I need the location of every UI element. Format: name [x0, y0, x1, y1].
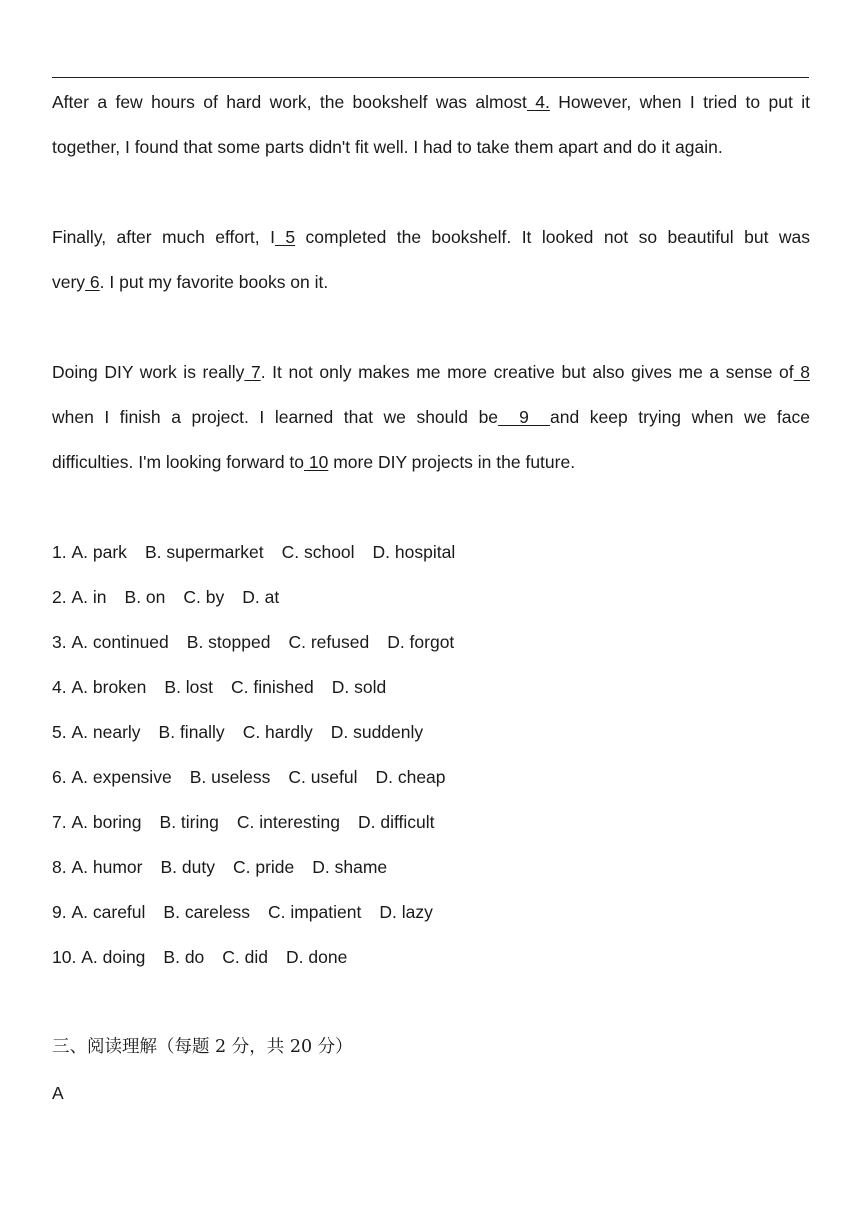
question-4	[52, 677, 810, 697]
question-number: 7.	[52, 812, 67, 832]
blank-4: 4.	[526, 92, 550, 112]
option-c: C. finished	[231, 677, 314, 697]
header-rule	[52, 77, 809, 78]
passage-text: However, when I tried to put it	[549, 92, 810, 112]
passage-line	[52, 452, 810, 472]
question-number: 2.	[52, 587, 67, 607]
option-a: A. in	[71, 587, 107, 607]
question-8	[52, 857, 810, 877]
option-c: C. refused	[288, 632, 370, 652]
question-number: 3.	[52, 632, 67, 652]
blank-7: 7	[244, 362, 261, 382]
blank-6: 6	[85, 272, 100, 292]
option-d: D. suddenly	[330, 722, 424, 742]
option-d: D. done	[286, 947, 348, 967]
option-a: A. continued	[71, 632, 169, 652]
passage-text: . It not only makes me more creative but also gives me a sense of	[260, 362, 794, 382]
question-number: 1.	[52, 542, 67, 562]
option-d: D. forgot	[387, 632, 455, 652]
question-6	[52, 767, 810, 787]
question-3	[52, 632, 810, 652]
passage-text: more DIY projects in the future.	[328, 452, 576, 472]
option-a: A. park	[71, 542, 127, 562]
option-d: D. at	[242, 587, 280, 607]
question-number: 4.	[52, 677, 67, 697]
option-b: B. lost	[164, 677, 214, 697]
question-number: 10.	[52, 947, 77, 967]
option-a: A. broken	[71, 677, 147, 697]
option-c: C. did	[222, 947, 269, 967]
option-d: D. sold	[331, 677, 387, 697]
question-5	[52, 722, 810, 742]
passage-text: and keep trying when we face	[550, 407, 810, 427]
blank-10: 10	[304, 452, 329, 472]
option-a: A. doing	[81, 947, 146, 967]
option-c: C. hardly	[242, 722, 313, 742]
passage-text: . I put my favorite books on it.	[99, 272, 329, 292]
question-number: 8.	[52, 857, 67, 877]
section-subheading: A	[52, 1083, 64, 1103]
option-c: C. school	[281, 542, 355, 562]
blank-8: 8	[793, 362, 810, 382]
question-9	[52, 902, 810, 922]
option-d: D. shame	[312, 857, 388, 877]
passage-text: After a few hours of hard work, the bookshelf was almost	[52, 92, 527, 112]
question-10	[52, 947, 810, 967]
option-b: B. useless	[189, 767, 271, 787]
option-b: B. supermarket	[144, 542, 264, 562]
option-b: B. duty	[160, 857, 215, 877]
question-1	[52, 542, 810, 562]
passage-line	[52, 362, 810, 382]
section-heading: 三、阅读理解（每题 2 分，共 20 分）	[52, 1037, 353, 1057]
option-b: B. finally	[158, 722, 225, 742]
option-b: B. on	[124, 587, 166, 607]
option-c: C. useful	[288, 767, 358, 787]
option-d: D. difficult	[357, 812, 435, 832]
passage-line	[52, 272, 810, 292]
option-d: D. hospital	[372, 542, 456, 562]
option-c: C. by	[183, 587, 225, 607]
passage-text: when I finish a project. I learned that we should be	[52, 407, 499, 427]
passage-line	[52, 407, 810, 427]
question-number: 9.	[52, 902, 67, 922]
passage-text: Finally, after much effort, I	[52, 227, 275, 247]
option-b: B. do	[163, 947, 205, 967]
question-7	[52, 812, 810, 832]
option-a: A. expensive	[71, 767, 172, 787]
passage-line	[52, 227, 810, 247]
question-2	[52, 587, 810, 607]
blank-9: 9	[498, 407, 550, 427]
option-a: A. humor	[71, 857, 143, 877]
option-c: C. interesting	[236, 812, 340, 832]
passage-text: Doing DIY work is really	[52, 362, 245, 382]
option-a: A. boring	[71, 812, 142, 832]
question-number: 5.	[52, 722, 67, 742]
passage-text: very	[52, 272, 86, 292]
question-number: 6.	[52, 767, 67, 787]
option-b: B. careless	[163, 902, 250, 922]
option-c: C. impatient	[267, 902, 362, 922]
option-a: A. careful	[71, 902, 146, 922]
option-b: B. stopped	[186, 632, 271, 652]
passage-line	[52, 92, 810, 112]
option-c: C. pride	[232, 857, 295, 877]
blank-5: 5	[274, 227, 296, 247]
option-d: D. cheap	[375, 767, 446, 787]
option-d: D. lazy	[379, 902, 433, 922]
passage-line: together, I found that some parts didn't fit well. I had to take them apart and do it again.	[52, 137, 723, 157]
passage-text: difficulties. I'm looking forward to	[52, 452, 305, 472]
option-b: B. tiring	[159, 812, 219, 832]
passage-text: completed the bookshelf. It looked not so beautiful but was	[295, 227, 810, 247]
option-a: A. nearly	[71, 722, 141, 742]
